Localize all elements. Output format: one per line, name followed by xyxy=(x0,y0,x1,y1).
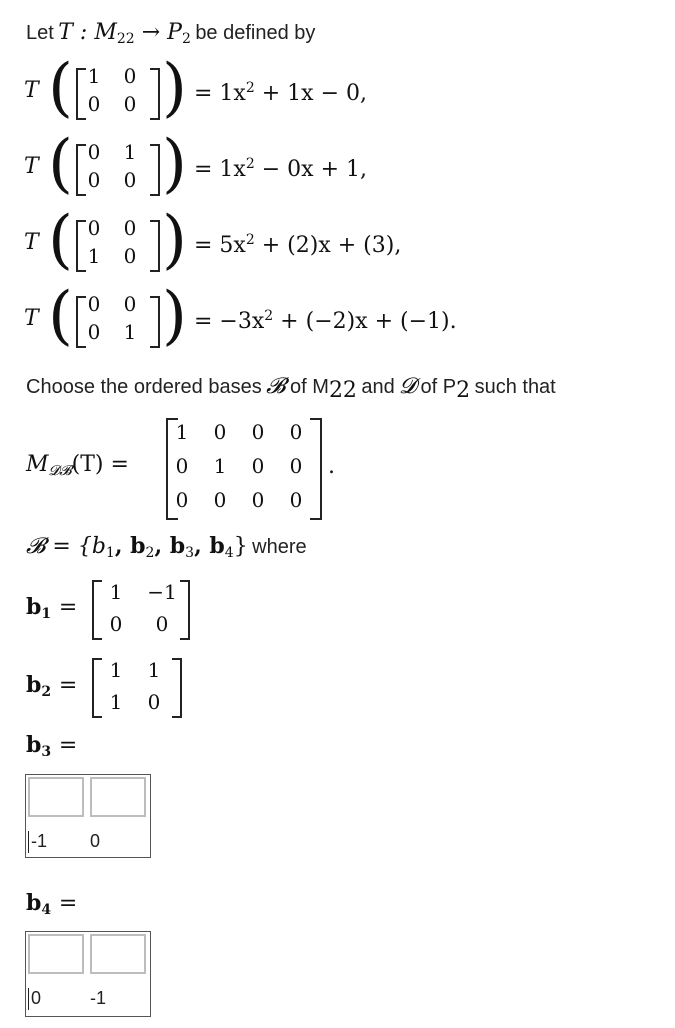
matrix-cell: 1 xyxy=(213,454,227,478)
right-paren: ) xyxy=(162,279,187,353)
basis-D-symbol: 𝓓 xyxy=(399,374,417,399)
matrix-cell: 1 xyxy=(87,244,101,268)
definition-row-1 xyxy=(24,51,484,125)
matrix-cell: 0 xyxy=(251,454,265,478)
matrix-cell: 1 xyxy=(175,420,189,444)
matrix-cell: 0 xyxy=(213,488,227,512)
matrix-cell: 1 xyxy=(123,140,137,164)
left-paren: ( xyxy=(48,279,73,353)
matrix-cell: 0 xyxy=(289,454,303,478)
choose-such-that: such that xyxy=(474,376,556,398)
b2-label: $b_2$ = xyxy=(26,672,78,700)
left-paren: ( xyxy=(48,51,73,125)
b3-answer-box xyxy=(25,774,151,858)
matrix-cell: −1 xyxy=(147,580,177,604)
def-T: T xyxy=(24,306,39,331)
intro-line xyxy=(26,20,315,47)
matrix-cell: 0 xyxy=(175,454,189,478)
matrix-cell: 0 xyxy=(87,92,101,116)
matrix-cell: 0 xyxy=(109,612,123,636)
matrix-cell: 0 xyxy=(123,244,137,268)
b3-entry-1-input[interactable] xyxy=(28,777,84,817)
matrix-cell: 0 xyxy=(155,612,169,636)
matrix-cell: 0 xyxy=(289,488,303,512)
def-rhs: = $1x^2 + 1x - 0$, xyxy=(194,80,367,106)
right-paren: ) xyxy=(162,127,187,201)
matrix-cell: 1 xyxy=(147,658,161,682)
matrix-cell: 0 xyxy=(251,420,265,444)
b4-entry-1-input[interactable] xyxy=(28,934,84,974)
matrix-cell: 0 xyxy=(147,690,161,714)
def-T: T xyxy=(24,154,39,179)
matrix-cell: 0 xyxy=(251,488,265,512)
choose-line xyxy=(26,374,556,403)
matrix-cell: 0 xyxy=(87,168,101,192)
intro-let: Let xyxy=(26,22,54,44)
b4-answer-box xyxy=(25,931,151,1017)
basis-set: 𝓑 = {$b_1$, $b_2$, $b_3$, $b_4$} xyxy=(26,533,248,561)
basis-where: where xyxy=(252,536,307,558)
choose-and: and xyxy=(361,376,395,398)
def-T: T xyxy=(24,78,39,103)
matrix-cell: 0 xyxy=(123,92,137,116)
matrix-cell: 1 xyxy=(87,64,101,88)
def-T: T xyxy=(24,230,39,255)
matrix-cell: 1 xyxy=(109,690,123,714)
choose-of-m: of M xyxy=(290,376,329,398)
b3-given-entry-4: 0 xyxy=(90,831,101,851)
matrix-cell: 1 xyxy=(109,658,123,682)
mdb-label: $M_{𝓓𝓑}(T)$ = xyxy=(26,452,129,479)
choose-of-p: of P xyxy=(420,376,457,398)
matrix-cell: 0 xyxy=(213,420,227,444)
b4-given-entry-3: 0 xyxy=(31,988,42,1008)
p-subscript: 2 xyxy=(456,378,471,403)
left-paren: ( xyxy=(48,127,73,201)
m-subscript: 22 xyxy=(328,378,357,403)
b3-given-entry-3: -1 xyxy=(31,831,48,851)
b3-label: $b_3$ = xyxy=(26,732,78,760)
matrix-period: . xyxy=(328,454,335,479)
basis-B-symbol: 𝓑 xyxy=(266,374,286,399)
basis-line xyxy=(26,533,307,561)
def-rhs: = $5x^2 + (2)x + (3)$, xyxy=(194,232,402,258)
matrix-cell: 0 xyxy=(123,168,137,192)
matrix-cell: 1 xyxy=(109,580,123,604)
definition-row-2 xyxy=(24,127,484,201)
b4-cursor xyxy=(28,988,29,1010)
b4-label: $b_4$ = xyxy=(26,890,78,918)
matrix-cell: 0 xyxy=(87,320,101,344)
matrix-cell: 0 xyxy=(87,292,101,316)
matrix-cell: 0 xyxy=(123,292,137,316)
definition-row-3 xyxy=(24,203,484,277)
right-paren: ) xyxy=(162,51,187,125)
b1-label: $b_1$ = xyxy=(26,594,78,622)
matrix-cell: 0 xyxy=(175,488,189,512)
matrix-cell: 0 xyxy=(289,420,303,444)
b4-given-entry-4: -1 xyxy=(90,988,107,1008)
matrix-cell: 0 xyxy=(123,216,137,240)
b3-cursor xyxy=(28,831,29,853)
b2-block xyxy=(26,654,226,718)
b4-entry-2-input[interactable] xyxy=(90,934,146,974)
mdb-matrix-block xyxy=(26,414,356,520)
def-rhs: = $-3x^2 + (-2)x + (-1)$. xyxy=(194,308,457,334)
right-paren: ) xyxy=(162,203,187,277)
intro-tail: be defined by xyxy=(195,22,316,44)
intro-mapping: T : $M_{22} \to P_2$ xyxy=(58,20,191,47)
matrix-cell: 0 xyxy=(87,140,101,164)
matrix-cell: 0 xyxy=(123,64,137,88)
matrix-cell: 1 xyxy=(123,320,137,344)
def-rhs: = $1x^2 - 0x + 1$, xyxy=(194,156,367,182)
b3-entry-2-input[interactable] xyxy=(90,777,146,817)
definition-row-4 xyxy=(24,279,504,353)
matrix-cell: 0 xyxy=(87,216,101,240)
b1-block xyxy=(26,576,226,640)
choose-text: Choose the ordered bases xyxy=(26,376,262,398)
left-paren: ( xyxy=(48,203,73,277)
